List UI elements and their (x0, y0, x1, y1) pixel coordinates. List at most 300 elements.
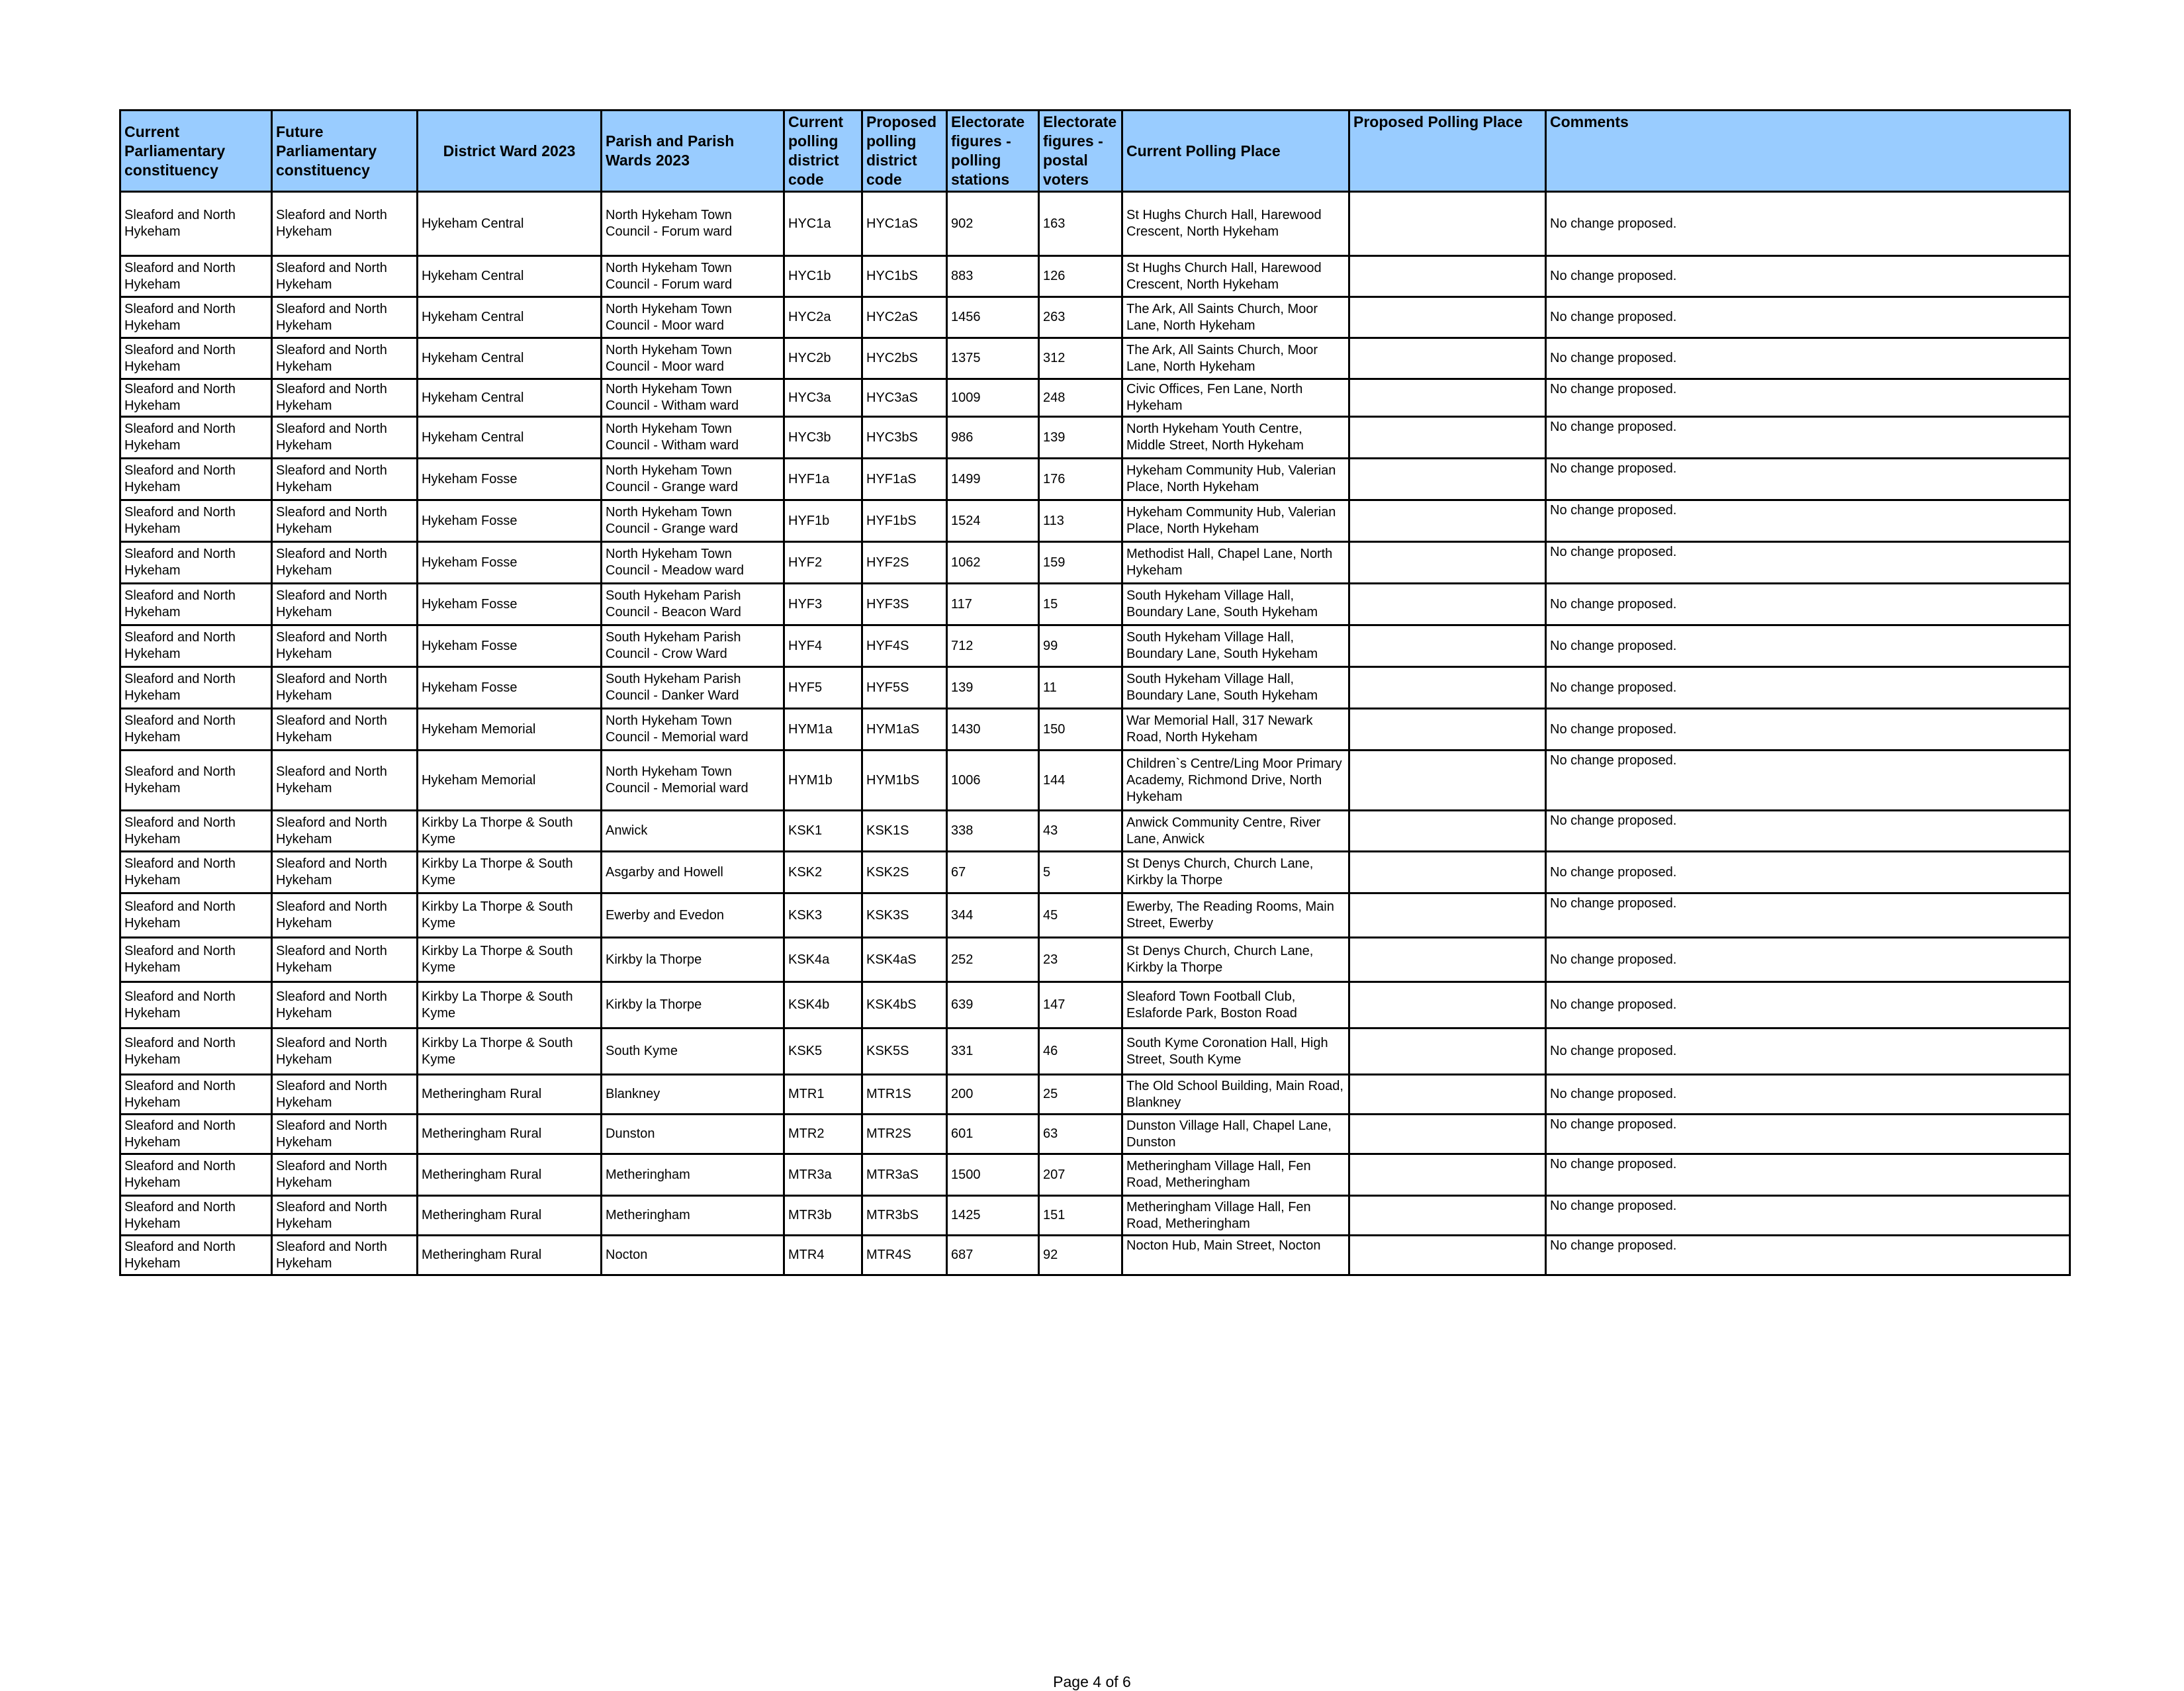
current-district-code-cell: HYF1a (784, 459, 862, 500)
header-electorate-polling-stations: Electorate figures - polling stations (947, 111, 1039, 192)
proposed-polling-place-cell (1349, 417, 1546, 459)
header-current-constituency: Current Parliamentary constituency (120, 111, 272, 192)
proposed-district-code-cell: HYF1bS (862, 500, 947, 542)
current-district-code-cell: HYC1b (784, 256, 862, 297)
electorate-postal-cell: 151 (1039, 1196, 1122, 1236)
electorate-postal-cell: 126 (1039, 256, 1122, 297)
proposed-polling-place-cell (1349, 893, 1546, 938)
table-row (120, 982, 2070, 1028)
table-row (120, 1196, 2070, 1236)
table-row (120, 1115, 2070, 1154)
parish-ward-cell: South Hykeham Parish Council - Crow Ward (602, 625, 784, 667)
header-current-polling-place: Current Polling Place (1122, 111, 1349, 192)
parish-ward-cell: North Hykeham Town Council - Forum ward (602, 192, 784, 256)
electorate-polling-cell: 1456 (947, 297, 1039, 338)
current-constituency-cell: Sleaford and North Hykeham (120, 938, 272, 982)
district-ward-cell: Hykeham Central (418, 192, 602, 256)
proposed-polling-place-cell (1349, 667, 1546, 709)
current-polling-place-cell: North Hykeham Youth Centre, Middle Street, North Hykeham (1122, 417, 1349, 459)
current-district-code-cell: KSK4a (784, 938, 862, 982)
current-district-code-cell: MTR3a (784, 1154, 862, 1196)
future-constituency-cell: Sleaford and North Hykeham (272, 1075, 418, 1115)
current-district-code-cell: MTR3b (784, 1196, 862, 1236)
comment-cell: No change proposed. (1546, 1115, 2070, 1154)
future-constituency-cell: Sleaford and North Hykeham (272, 1028, 418, 1075)
comment-cell: No change proposed. (1546, 625, 2070, 667)
electorate-polling-cell: 687 (947, 1236, 1039, 1275)
comment-cell: No change proposed. (1546, 338, 2070, 379)
future-constituency-cell: Sleaford and North Hykeham (272, 297, 418, 338)
current-constituency-cell: Sleaford and North Hykeham (120, 500, 272, 542)
current-polling-place-cell: Children`s Centre/Ling Moor Primary Academy, Richmond Drive, North Hykeham (1122, 751, 1349, 811)
electorate-polling-cell: 344 (947, 893, 1039, 938)
electorate-polling-cell: 1425 (947, 1196, 1039, 1236)
current-district-code-cell: MTR2 (784, 1115, 862, 1154)
table-row (120, 893, 2070, 938)
district-ward-cell: Metheringham Rural (418, 1075, 602, 1115)
current-polling-place-cell: South Hykeham Village Hall, Boundary Lane, South Hykeham (1122, 584, 1349, 625)
electorate-postal-cell: 159 (1039, 542, 1122, 584)
future-constituency-cell: Sleaford and North Hykeham (272, 1154, 418, 1196)
electorate-polling-cell: 1375 (947, 338, 1039, 379)
future-constituency-cell: Sleaford and North Hykeham (272, 379, 418, 417)
proposed-polling-place-cell (1349, 1115, 1546, 1154)
current-polling-place-cell: South Hykeham Village Hall, Boundary Lane, South Hykeham (1122, 625, 1349, 667)
proposed-polling-place-cell (1349, 1154, 1546, 1196)
current-constituency-cell: Sleaford and North Hykeham (120, 1236, 272, 1275)
current-district-code-cell: HYF5 (784, 667, 862, 709)
comment-cell: No change proposed. (1546, 751, 2070, 811)
current-constituency-cell: Sleaford and North Hykeham (120, 667, 272, 709)
header-comments: Comments (1546, 111, 2070, 192)
future-constituency-cell: Sleaford and North Hykeham (272, 1115, 418, 1154)
electorate-polling-cell: 1499 (947, 459, 1039, 500)
parish-ward-cell: North Hykeham Town Council - Memorial ward (602, 751, 784, 811)
comment-cell: No change proposed. (1546, 417, 2070, 459)
electorate-postal-cell: 46 (1039, 1028, 1122, 1075)
district-ward-cell: Hykeham Central (418, 338, 602, 379)
page-number: Page 4 of 6 (1053, 1673, 1131, 1690)
parish-ward-cell: Asgarby and Howell (602, 852, 784, 893)
district-ward-cell: Hykeham Memorial (418, 709, 602, 751)
current-polling-place-cell: South Kyme Coronation Hall, High Street, South Kyme (1122, 1028, 1349, 1075)
current-district-code-cell: HYF1b (784, 500, 862, 542)
proposed-district-code-cell: HYM1bS (862, 751, 947, 811)
electorate-postal-cell: 150 (1039, 709, 1122, 751)
parish-ward-cell: North Hykeham Town Council - Meadow ward (602, 542, 784, 584)
electorate-postal-cell: 248 (1039, 379, 1122, 417)
parish-ward-cell: Anwick (602, 811, 784, 852)
current-polling-place-cell: The Old School Building, Main Road, Blankney (1122, 1075, 1349, 1115)
comment-cell: No change proposed. (1546, 379, 2070, 417)
proposed-district-code-cell: MTR3aS (862, 1154, 947, 1196)
district-ward-cell: Hykeham Fosse (418, 667, 602, 709)
parish-ward-cell: Blankney (602, 1075, 784, 1115)
current-constituency-cell: Sleaford and North Hykeham (120, 1115, 272, 1154)
proposed-district-code-cell: KSK4bS (862, 982, 947, 1028)
parish-ward-cell: South Hykeham Parish Council - Beacon Ward (602, 584, 784, 625)
district-ward-cell: Hykeham Central (418, 297, 602, 338)
table-row (120, 625, 2070, 667)
electorate-postal-cell: 25 (1039, 1075, 1122, 1115)
district-ward-cell: Hykeham Fosse (418, 500, 602, 542)
table-body (120, 192, 2070, 1275)
proposed-district-code-cell: MTR1S (862, 1075, 947, 1115)
electorate-polling-cell: 1500 (947, 1154, 1039, 1196)
electorate-postal-cell: 176 (1039, 459, 1122, 500)
current-polling-place-cell: Ewerby, The Reading Rooms, Main Street, Ewerby (1122, 893, 1349, 938)
proposed-district-code-cell: MTR2S (862, 1115, 947, 1154)
future-constituency-cell: Sleaford and North Hykeham (272, 338, 418, 379)
proposed-district-code-cell: KSK3S (862, 893, 947, 938)
comment-cell: No change proposed. (1546, 1196, 2070, 1236)
table-row (120, 297, 2070, 338)
polling-districts-table (119, 109, 2071, 1276)
current-constituency-cell: Sleaford and North Hykeham (120, 811, 272, 852)
proposed-district-code-cell: KSK5S (862, 1028, 947, 1075)
current-polling-place-cell: St Hughs Church Hall, Harewood Crescent, North Hykeham (1122, 192, 1349, 256)
proposed-district-code-cell: KSK4aS (862, 938, 947, 982)
comment-cell: No change proposed. (1546, 1154, 2070, 1196)
electorate-postal-cell: 43 (1039, 811, 1122, 852)
electorate-polling-cell: 1006 (947, 751, 1039, 811)
current-district-code-cell: MTR1 (784, 1075, 862, 1115)
district-ward-cell: Kirkby La Thorpe & South Kyme (418, 982, 602, 1028)
future-constituency-cell: Sleaford and North Hykeham (272, 192, 418, 256)
electorate-polling-cell: 1009 (947, 379, 1039, 417)
current-constituency-cell: Sleaford and North Hykeham (120, 1154, 272, 1196)
electorate-postal-cell: 207 (1039, 1154, 1122, 1196)
future-constituency-cell: Sleaford and North Hykeham (272, 938, 418, 982)
table-row (120, 938, 2070, 982)
electorate-postal-cell: 99 (1039, 625, 1122, 667)
current-constituency-cell: Sleaford and North Hykeham (120, 852, 272, 893)
district-ward-cell: Hykeham Fosse (418, 625, 602, 667)
district-ward-cell: Hykeham Fosse (418, 584, 602, 625)
current-district-code-cell: KSK1 (784, 811, 862, 852)
table-row (120, 852, 2070, 893)
proposed-polling-place-cell (1349, 542, 1546, 584)
current-district-code-cell: HYC2b (784, 338, 862, 379)
table-row (120, 584, 2070, 625)
electorate-polling-cell: 601 (947, 1115, 1039, 1154)
current-polling-place-cell: Civic Offices, Fen Lane, North Hykeham (1122, 379, 1349, 417)
electorate-postal-cell: 312 (1039, 338, 1122, 379)
current-constituency-cell: Sleaford and North Hykeham (120, 459, 272, 500)
current-constituency-cell: Sleaford and North Hykeham (120, 192, 272, 256)
future-constituency-cell: Sleaford and North Hykeham (272, 459, 418, 500)
header-proposed-polling-place: Proposed Polling Place (1349, 111, 1546, 192)
district-ward-cell: Kirkby La Thorpe & South Kyme (418, 811, 602, 852)
current-constituency-cell: Sleaford and North Hykeham (120, 893, 272, 938)
electorate-postal-cell: 92 (1039, 1236, 1122, 1275)
comment-cell: No change proposed. (1546, 297, 2070, 338)
district-ward-cell: Kirkby La Thorpe & South Kyme (418, 893, 602, 938)
table-header-row (120, 111, 2070, 192)
table-row (120, 417, 2070, 459)
proposed-polling-place-cell (1349, 751, 1546, 811)
district-ward-cell: Kirkby La Thorpe & South Kyme (418, 938, 602, 982)
comment-cell: No change proposed. (1546, 256, 2070, 297)
parish-ward-cell: North Hykeham Town Council - Moor ward (602, 297, 784, 338)
parish-ward-cell: North Hykeham Town Council - Witham ward (602, 379, 784, 417)
electorate-polling-cell: 902 (947, 192, 1039, 256)
proposed-polling-place-cell (1349, 256, 1546, 297)
electorate-postal-cell: 263 (1039, 297, 1122, 338)
current-district-code-cell: HYM1a (784, 709, 862, 751)
current-district-code-cell: HYF2 (784, 542, 862, 584)
proposed-polling-place-cell (1349, 1236, 1546, 1275)
table-row (120, 192, 2070, 256)
electorate-polling-cell: 338 (947, 811, 1039, 852)
electorate-polling-cell: 1062 (947, 542, 1039, 584)
current-constituency-cell: Sleaford and North Hykeham (120, 584, 272, 625)
electorate-polling-cell: 712 (947, 625, 1039, 667)
proposed-polling-place-cell (1349, 500, 1546, 542)
future-constituency-cell: Sleaford and North Hykeham (272, 811, 418, 852)
future-constituency-cell: Sleaford and North Hykeham (272, 667, 418, 709)
parish-ward-cell: North Hykeham Town Council - Grange ward (602, 500, 784, 542)
current-constituency-cell: Sleaford and North Hykeham (120, 297, 272, 338)
proposed-polling-place-cell (1349, 982, 1546, 1028)
table-row (120, 1075, 2070, 1115)
header-future-constituency: Future Parliamentary constituency (272, 111, 418, 192)
table-row (120, 1236, 2070, 1275)
electorate-polling-cell: 639 (947, 982, 1039, 1028)
current-constituency-cell: Sleaford and North Hykeham (120, 1075, 272, 1115)
current-district-code-cell: HYF4 (784, 625, 862, 667)
parish-ward-cell: Dunston (602, 1115, 784, 1154)
current-constituency-cell: Sleaford and North Hykeham (120, 982, 272, 1028)
proposed-polling-place-cell (1349, 297, 1546, 338)
district-ward-cell: Hykeham Fosse (418, 459, 602, 500)
future-constituency-cell: Sleaford and North Hykeham (272, 256, 418, 297)
comment-cell: No change proposed. (1546, 1028, 2070, 1075)
proposed-district-code-cell: HYF5S (862, 667, 947, 709)
proposed-polling-place-cell (1349, 1075, 1546, 1115)
current-district-code-cell: HYC3b (784, 417, 862, 459)
proposed-district-code-cell: KSK1S (862, 811, 947, 852)
district-ward-cell: Hykeham Central (418, 379, 602, 417)
parish-ward-cell: Kirkby la Thorpe (602, 982, 784, 1028)
electorate-postal-cell: 11 (1039, 667, 1122, 709)
electorate-postal-cell: 5 (1039, 852, 1122, 893)
electorate-postal-cell: 163 (1039, 192, 1122, 256)
future-constituency-cell: Sleaford and North Hykeham (272, 982, 418, 1028)
electorate-postal-cell: 15 (1039, 584, 1122, 625)
current-polling-place-cell: Metheringham Village Hall, Fen Road, Metheringham (1122, 1196, 1349, 1236)
district-ward-cell: Kirkby La Thorpe & South Kyme (418, 852, 602, 893)
district-ward-cell: Hykeham Memorial (418, 751, 602, 811)
comment-cell: No change proposed. (1546, 459, 2070, 500)
electorate-postal-cell: 113 (1039, 500, 1122, 542)
comment-cell: No change proposed. (1546, 1075, 2070, 1115)
current-district-code-cell: HYC1a (784, 192, 862, 256)
current-constituency-cell: Sleaford and North Hykeham (120, 256, 272, 297)
current-district-code-cell: KSK2 (784, 852, 862, 893)
parish-ward-cell: South Hykeham Parish Council - Danker Ward (602, 667, 784, 709)
table-row (120, 379, 2070, 417)
comment-cell: No change proposed. (1546, 938, 2070, 982)
current-polling-place-cell: Hykeham Community Hub, Valerian Place, North Hykeham (1122, 459, 1349, 500)
current-polling-place-cell: Metheringham Village Hall, Fen Road, Metheringham (1122, 1154, 1349, 1196)
current-district-code-cell: HYF3 (784, 584, 862, 625)
current-polling-place-cell: St Hughs Church Hall, Harewood Crescent, North Hykeham (1122, 256, 1349, 297)
proposed-district-code-cell: HYC2aS (862, 297, 947, 338)
header-proposed-district-code: Proposed polling district code (862, 111, 947, 192)
parish-ward-cell: Metheringham (602, 1196, 784, 1236)
future-constituency-cell: Sleaford and North Hykeham (272, 709, 418, 751)
table-row (120, 751, 2070, 811)
current-constituency-cell: Sleaford and North Hykeham (120, 338, 272, 379)
parish-ward-cell: Ewerby and Evedon (602, 893, 784, 938)
current-polling-place-cell: Hykeham Community Hub, Valerian Place, North Hykeham (1122, 500, 1349, 542)
future-constituency-cell: Sleaford and North Hykeham (272, 500, 418, 542)
table-row (120, 542, 2070, 584)
parish-ward-cell: North Hykeham Town Council - Forum ward (602, 256, 784, 297)
proposed-district-code-cell: KSK2S (862, 852, 947, 893)
proposed-polling-place-cell (1349, 1196, 1546, 1236)
comment-cell: No change proposed. (1546, 852, 2070, 893)
proposed-polling-place-cell (1349, 338, 1546, 379)
future-constituency-cell: Sleaford and North Hykeham (272, 625, 418, 667)
future-constituency-cell: Sleaford and North Hykeham (272, 893, 418, 938)
current-constituency-cell: Sleaford and North Hykeham (120, 542, 272, 584)
proposed-district-code-cell: MTR3bS (862, 1196, 947, 1236)
comment-cell: No change proposed. (1546, 192, 2070, 256)
current-polling-place-cell: The Ark, All Saints Church, Moor Lane, North Hykeham (1122, 338, 1349, 379)
electorate-polling-cell: 200 (947, 1075, 1039, 1115)
current-constituency-cell: Sleaford and North Hykeham (120, 751, 272, 811)
future-constituency-cell: Sleaford and North Hykeham (272, 417, 418, 459)
header-current-district-code: Current polling district code (784, 111, 862, 192)
current-polling-place-cell: St Denys Church, Church Lane, Kirkby la Thorpe (1122, 852, 1349, 893)
proposed-polling-place-cell (1349, 459, 1546, 500)
electorate-postal-cell: 139 (1039, 417, 1122, 459)
proposed-polling-place-cell (1349, 379, 1546, 417)
electorate-polling-cell: 67 (947, 852, 1039, 893)
header-electorate-postal-voters: Electorate figures - postal voters (1039, 111, 1122, 192)
proposed-polling-place-cell (1349, 811, 1546, 852)
comment-cell: No change proposed. (1546, 709, 2070, 751)
current-constituency-cell: Sleaford and North Hykeham (120, 625, 272, 667)
district-ward-cell: Metheringham Rural (418, 1115, 602, 1154)
current-constituency-cell: Sleaford and North Hykeham (120, 1028, 272, 1075)
district-ward-cell: Hykeham Central (418, 417, 602, 459)
current-district-code-cell: KSK5 (784, 1028, 862, 1075)
electorate-polling-cell: 883 (947, 256, 1039, 297)
electorate-postal-cell: 144 (1039, 751, 1122, 811)
comment-cell: No change proposed. (1546, 1236, 2070, 1275)
future-constituency-cell: Sleaford and North Hykeham (272, 1196, 418, 1236)
current-district-code-cell: HYC2a (784, 297, 862, 338)
current-polling-place-cell: Methodist Hall, Chapel Lane, North Hykeham (1122, 542, 1349, 584)
table-row (120, 256, 2070, 297)
electorate-polling-cell: 252 (947, 938, 1039, 982)
current-polling-place-cell: St Denys Church, Church Lane, Kirkby la Thorpe (1122, 938, 1349, 982)
current-polling-place-cell: The Ark, All Saints Church, Moor Lane, North Hykeham (1122, 297, 1349, 338)
parish-ward-cell: North Hykeham Town Council - Memorial ward (602, 709, 784, 751)
future-constituency-cell: Sleaford and North Hykeham (272, 751, 418, 811)
current-district-code-cell: KSK4b (784, 982, 862, 1028)
proposed-district-code-cell: HYF3S (862, 584, 947, 625)
table-row (120, 459, 2070, 500)
current-district-code-cell: MTR4 (784, 1236, 862, 1275)
current-polling-place-cell: Anwick Community Centre, River Lane, Anwick (1122, 811, 1349, 852)
current-constituency-cell: Sleaford and North Hykeham (120, 709, 272, 751)
electorate-postal-cell: 147 (1039, 982, 1122, 1028)
proposed-district-code-cell: HYF1aS (862, 459, 947, 500)
header-district-ward: District Ward 2023 (418, 111, 602, 192)
table-row (120, 1154, 2070, 1196)
current-polling-place-cell: Nocton Hub, Main Street, Nocton (1122, 1236, 1349, 1275)
comment-cell: No change proposed. (1546, 982, 2070, 1028)
current-polling-place-cell: War Memorial Hall, 317 Newark Road, North Hykeham (1122, 709, 1349, 751)
comment-cell: No change proposed. (1546, 667, 2070, 709)
electorate-postal-cell: 63 (1039, 1115, 1122, 1154)
parish-ward-cell: Metheringham (602, 1154, 784, 1196)
proposed-district-code-cell: HYC2bS (862, 338, 947, 379)
current-constituency-cell: Sleaford and North Hykeham (120, 1196, 272, 1236)
future-constituency-cell: Sleaford and North Hykeham (272, 542, 418, 584)
current-polling-place-cell: South Hykeham Village Hall, Boundary Lane, South Hykeham (1122, 667, 1349, 709)
current-polling-place-cell: Sleaford Town Football Club, Eslaforde Park, Boston Road (1122, 982, 1349, 1028)
table-row (120, 667, 2070, 709)
electorate-polling-cell: 1430 (947, 709, 1039, 751)
proposed-polling-place-cell (1349, 938, 1546, 982)
proposed-district-code-cell: HYF2S (862, 542, 947, 584)
proposed-district-code-cell: HYM1aS (862, 709, 947, 751)
current-district-code-cell: HYM1b (784, 751, 862, 811)
district-ward-cell: Kirkby La Thorpe & South Kyme (418, 1028, 602, 1075)
district-ward-cell: Metheringham Rural (418, 1196, 602, 1236)
table-row (120, 709, 2070, 751)
proposed-district-code-cell: HYC3aS (862, 379, 947, 417)
comment-cell: No change proposed. (1546, 811, 2070, 852)
parish-ward-cell: North Hykeham Town Council - Moor ward (602, 338, 784, 379)
parish-ward-cell: North Hykeham Town Council - Witham ward (602, 417, 784, 459)
proposed-district-code-cell: HYC1aS (862, 192, 947, 256)
current-constituency-cell: Sleaford and North Hykeham (120, 379, 272, 417)
comment-cell: No change proposed. (1546, 584, 2070, 625)
proposed-district-code-cell: HYC3bS (862, 417, 947, 459)
future-constituency-cell: Sleaford and North Hykeham (272, 852, 418, 893)
district-ward-cell: Hykeham Fosse (418, 542, 602, 584)
parish-ward-cell: North Hykeham Town Council - Grange ward (602, 459, 784, 500)
electorate-polling-cell: 986 (947, 417, 1039, 459)
electorate-postal-cell: 45 (1039, 893, 1122, 938)
current-polling-place-cell: Dunston Village Hall, Chapel Lane, Dunston (1122, 1115, 1349, 1154)
electorate-polling-cell: 1524 (947, 500, 1039, 542)
future-constituency-cell: Sleaford and North Hykeham (272, 1236, 418, 1275)
table-row (120, 1028, 2070, 1075)
table-row (120, 811, 2070, 852)
district-ward-cell: Metheringham Rural (418, 1154, 602, 1196)
comment-cell: No change proposed. (1546, 542, 2070, 584)
proposed-polling-place-cell (1349, 584, 1546, 625)
table-row (120, 338, 2070, 379)
current-district-code-cell: HYC3a (784, 379, 862, 417)
district-ward-cell: Hykeham Central (418, 256, 602, 297)
electorate-polling-cell: 117 (947, 584, 1039, 625)
comment-cell: No change proposed. (1546, 893, 2070, 938)
table-row (120, 500, 2070, 542)
proposed-district-code-cell: MTR4S (862, 1236, 947, 1275)
proposed-polling-place-cell (1349, 625, 1546, 667)
electorate-postal-cell: 23 (1039, 938, 1122, 982)
proposed-district-code-cell: HYF4S (862, 625, 947, 667)
current-district-code-cell: KSK3 (784, 893, 862, 938)
